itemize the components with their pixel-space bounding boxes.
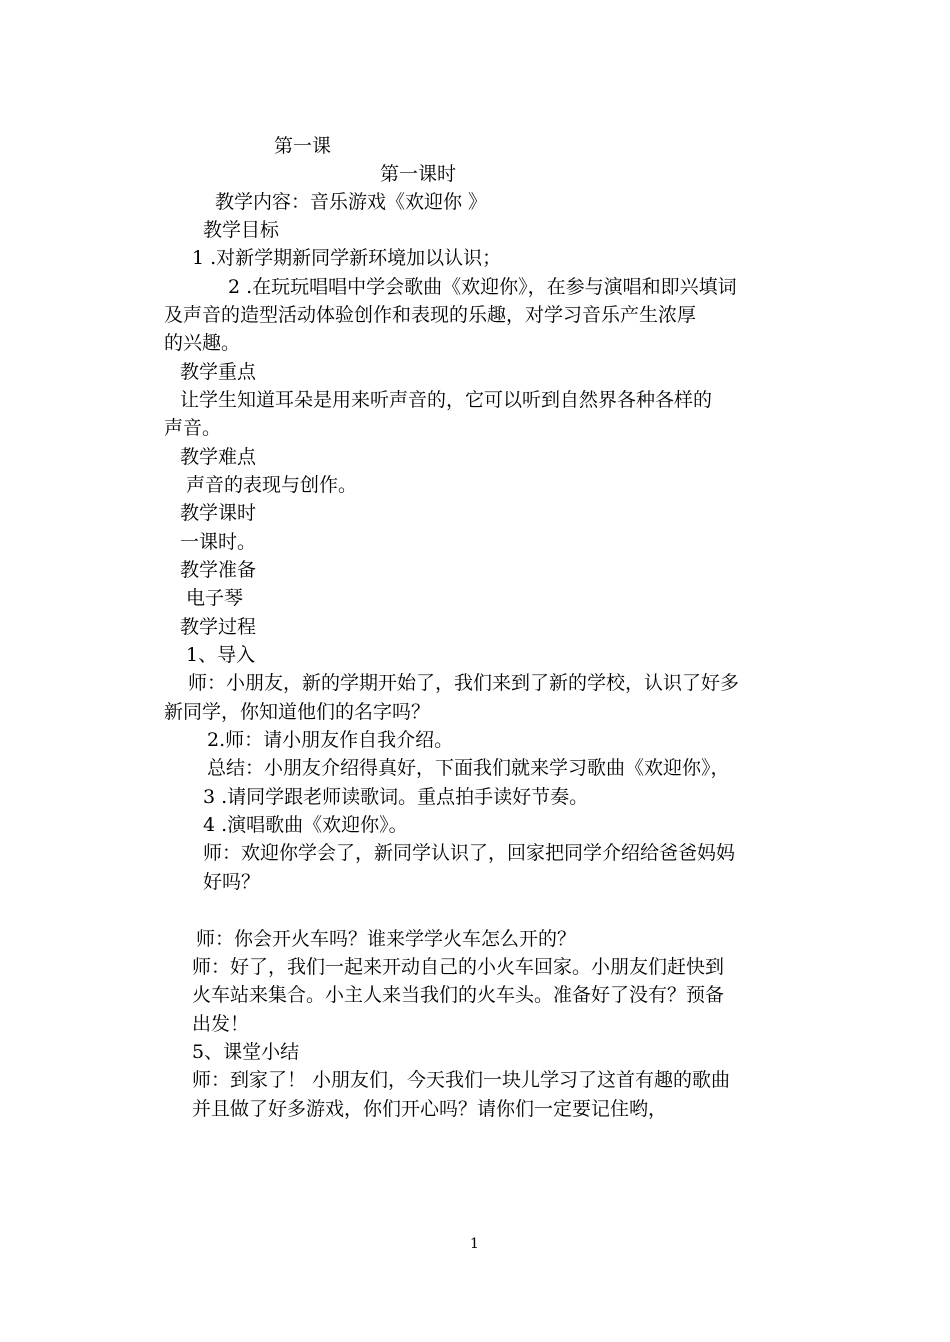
difficulties-text: 声音的表现与创作。 — [186, 474, 358, 496]
step-1: 1、导入 — [186, 644, 256, 666]
step-4: 4 .演唱歌曲《欢迎你》。 — [203, 814, 408, 836]
teacher-4-line-1: 师：好了，我们一起来开动自己的小火车回家。小朋友们赶快到 — [192, 956, 725, 978]
teacher-4-line-3: 出发！ — [192, 1013, 250, 1035]
teacher-5-line-2: 并且做了好多游戏，你们开心吗？请你们一定要记住哟， — [192, 1098, 668, 1120]
objective-2-line-2: 及声音的造型活动体验创作和表现的乐趣，对学习音乐产生浓厚 — [164, 304, 697, 326]
process-heading: 教学过程 — [180, 616, 257, 638]
teacher-2-line-2: 好吗？ — [203, 871, 261, 893]
summary: 总结：小朋友介绍得真好，下面我们就来学习歌曲《欢迎你》， — [207, 757, 730, 779]
hours-heading: 教学课时 — [180, 502, 257, 524]
objective-2-line-3: 的兴趣。 — [164, 332, 241, 354]
teacher-5-line-1: 师：到家了！ 小朋友们，今天我们一块儿学习了这首有趣的歌曲 — [192, 1069, 731, 1091]
step-2: 2.师：请小朋友作自我介绍。 — [207, 729, 454, 751]
preparation-heading: 教学准备 — [180, 559, 257, 581]
preparation-text: 电子琴 — [186, 587, 244, 609]
step-5: 5、课堂小结 — [192, 1041, 300, 1063]
lesson-title: 第一课 — [274, 135, 332, 157]
teacher-3: 师：你会开火车吗？谁来学学火车怎么开的？ — [196, 928, 577, 950]
teacher-4-line-2: 火车站来集合。小主人来当我们的火车头。准备好了没有？预备 — [192, 984, 725, 1006]
teacher-2-line-1: 师：欢迎你学会了，新同学认识了，回家把同学介绍给爸爸妈妈 — [203, 842, 736, 864]
teaching-content: 教学内容：音乐游戏《欢迎你 》 — [215, 191, 488, 213]
key-points-heading: 教学重点 — [180, 361, 257, 383]
hours-text: 一课时。 — [180, 531, 257, 553]
teacher-1-line-1: 师：小朋友，新的学期开始了，我们来到了新的学校，认识了好多 — [188, 672, 740, 694]
key-points-line-1: 让学生知道耳朵是用来听声音的，它可以听到自然界各种各样的 — [180, 389, 713, 411]
key-points-line-2: 声音。 — [164, 417, 222, 439]
objective-2-line-1: 2 .在玩玩唱唱中学会歌曲《欢迎你》，在参与演唱和即兴填词 — [228, 276, 737, 298]
step-3: 3 .请同学跟老师读歌词。重点拍手读好节奏。 — [203, 786, 589, 808]
objective-1: 1 .对新学期新同学新环境加以认识； — [192, 247, 502, 269]
difficulties-heading: 教学难点 — [180, 446, 257, 468]
objectives-heading: 教学目标 — [203, 219, 280, 241]
period-title: 第一课时 — [380, 163, 457, 185]
page-number: 1 — [470, 1236, 479, 1252]
teacher-1-line-2: 新同学，你知道他们的名字吗？ — [164, 701, 431, 723]
